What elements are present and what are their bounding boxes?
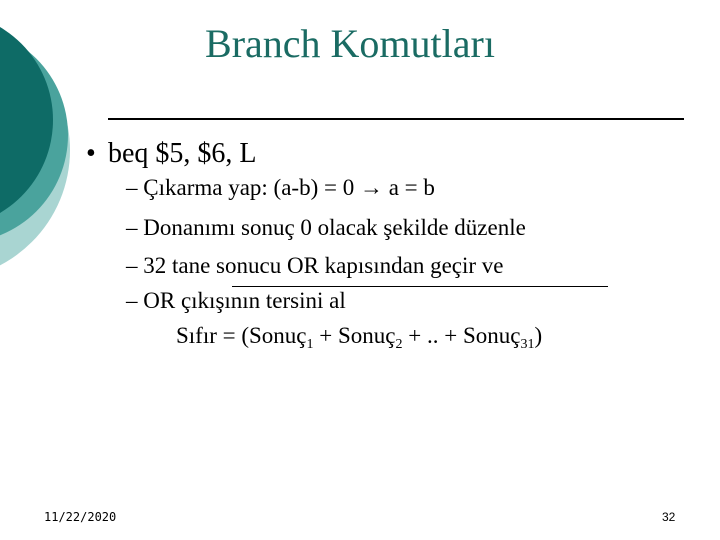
subitem-text: 32 tane sonucu OR kapısından geçir ve [143,253,504,278]
slide-title: Branch Komutları [205,21,495,66]
arrow-icon: → [359,175,383,200]
formula-sub-1: 1 [306,337,314,352]
formula-plus: + Sonuç [313,323,396,348]
subitem-dash: – [126,215,138,240]
subitem-suffix: a = b [388,175,435,200]
bullet-marker: • [86,138,96,169]
subitem-dash: – [126,288,138,313]
subitem-dash: – [126,253,138,278]
title-divider [108,118,684,120]
underline-rule [232,286,608,287]
formula-mid: + .. + Sonuç [402,323,521,348]
subitem-text: OR çıkışının tersini al [143,288,346,313]
subitem-4 [126,288,346,314]
subitem-3 [126,253,504,279]
subitem-1 [126,175,435,201]
subitem-prefix: Çıkarma yap: (a-b) = 0 [143,175,355,200]
zero-formula [176,323,542,353]
formula-close: ) [534,323,543,348]
page-number: 32 [662,510,676,524]
subitem-2 [126,215,526,241]
formula-sub-31: 31 [520,337,535,352]
formula-sub-2: 2 [395,337,403,352]
bullet-text: beq $5, $6, L [108,138,257,169]
subitem-text: Donanımı sonuç 0 olacak şekilde düzenle [143,215,526,240]
formula-lhs: Sıfır = (Sonuç [176,323,307,348]
bullet-item [86,138,257,170]
subitem-dash: – [126,175,138,200]
footer-date: 11/22/2020 [44,510,117,524]
